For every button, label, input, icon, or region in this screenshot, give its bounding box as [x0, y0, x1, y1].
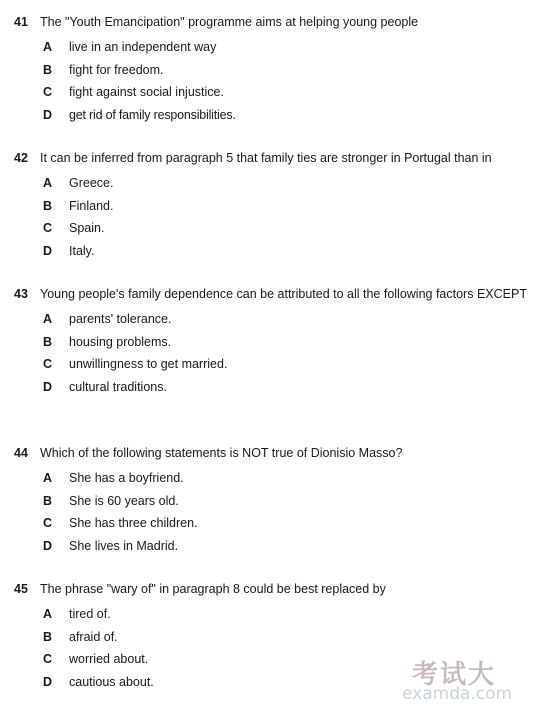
option-letter: B	[43, 493, 53, 508]
option-text: afraid of.	[69, 629, 118, 644]
question-stem	[0, 148, 540, 169]
option-letter: C	[43, 516, 53, 531]
option-text: She has a boyfriend.	[69, 471, 184, 485]
question-stem	[0, 579, 540, 600]
option-list	[0, 468, 540, 558]
option-letter: A	[43, 176, 53, 190]
question-number: 43	[14, 287, 28, 301]
watermark-domain: examda.com	[402, 684, 513, 704]
option-d[interactable]	[0, 377, 540, 400]
option-a[interactable]	[0, 173, 540, 196]
option-text: She lives in Madrid.	[69, 538, 179, 553]
question-text: The "Youth Emancipation" programme aims at helping young people	[40, 15, 419, 29]
option-d[interactable]	[0, 536, 540, 559]
option-text: parents' tolerance.	[69, 312, 172, 326]
watermark	[402, 654, 532, 706]
option-text: She is 60 years old.	[69, 493, 179, 508]
option-text: She has three children.	[69, 516, 198, 531]
option-letter: D	[43, 674, 53, 689]
option-text: tired of.	[69, 607, 111, 621]
question-text: Which of the following statements is NOT true of Dionisio Masso?	[40, 446, 403, 460]
option-text: Greece.	[69, 176, 114, 190]
option-c[interactable]	[0, 82, 540, 105]
option-text: Italy.	[69, 243, 95, 258]
question-number: 41	[14, 15, 28, 29]
option-list	[0, 37, 540, 127]
question-42	[0, 148, 540, 263]
question-number: 45	[14, 582, 28, 596]
option-letter: D	[43, 538, 53, 553]
option-text: worried about.	[69, 652, 149, 667]
option-text: fight against social injustice.	[69, 85, 224, 100]
option-text: cautious about.	[69, 674, 154, 689]
question-41	[0, 12, 540, 127]
option-c[interactable]	[0, 513, 540, 536]
option-b[interactable]	[0, 60, 540, 83]
option-list	[0, 309, 540, 399]
question-44	[0, 443, 540, 558]
watermark-logo-text: 考试大	[412, 660, 497, 690]
question-stem	[0, 443, 540, 464]
option-letter: B	[43, 198, 53, 213]
option-list	[0, 173, 540, 263]
option-text: cultural traditions.	[69, 379, 167, 394]
option-d[interactable]	[0, 105, 540, 128]
option-text: fight for freedom.	[69, 62, 164, 77]
option-letter: A	[43, 40, 53, 54]
question-text: Young people's family dependence can be attributed to all the following factors EXCEPT	[40, 287, 527, 301]
option-text: housing problems.	[69, 334, 172, 349]
option-letter: C	[43, 357, 53, 372]
option-a[interactable]	[0, 309, 540, 332]
option-a[interactable]	[0, 468, 540, 491]
option-b[interactable]	[0, 332, 540, 355]
option-letter: D	[43, 107, 53, 122]
question-43	[0, 284, 540, 399]
option-b[interactable]	[0, 196, 540, 219]
option-letter: A	[43, 471, 53, 485]
option-a[interactable]	[0, 604, 540, 627]
option-c[interactable]	[0, 218, 540, 241]
question-number: 42	[14, 151, 28, 165]
option-letter: B	[43, 62, 53, 77]
option-letter: C	[43, 221, 53, 236]
option-d[interactable]	[0, 241, 540, 264]
question-text: It can be inferred from paragraph 5 that family ties are stronger in Portugal than in	[40, 151, 492, 165]
option-text: unwillingness to get married.	[69, 357, 228, 372]
option-a[interactable]	[0, 37, 540, 60]
option-letter: D	[43, 379, 53, 394]
option-text: get rid of family responsibilities.	[69, 107, 236, 122]
question-text: The phrase "wary of" in paragraph 8 could be best replaced by	[40, 582, 386, 596]
option-b[interactable]	[0, 491, 540, 514]
option-letter: B	[43, 334, 53, 349]
option-letter: B	[43, 629, 53, 644]
option-text: Finland.	[69, 198, 114, 213]
option-letter: A	[43, 312, 53, 326]
option-letter: C	[43, 652, 53, 667]
question-number: 44	[14, 446, 28, 460]
question-stem	[0, 284, 540, 305]
option-letter: A	[43, 607, 53, 621]
option-text: live in an independent way	[69, 40, 217, 54]
option-letter: C	[43, 85, 53, 100]
option-letter: D	[43, 243, 53, 258]
question-stem	[0, 12, 540, 33]
option-c[interactable]	[0, 354, 540, 377]
option-b[interactable]	[0, 627, 540, 650]
option-text: Spain.	[69, 221, 105, 236]
